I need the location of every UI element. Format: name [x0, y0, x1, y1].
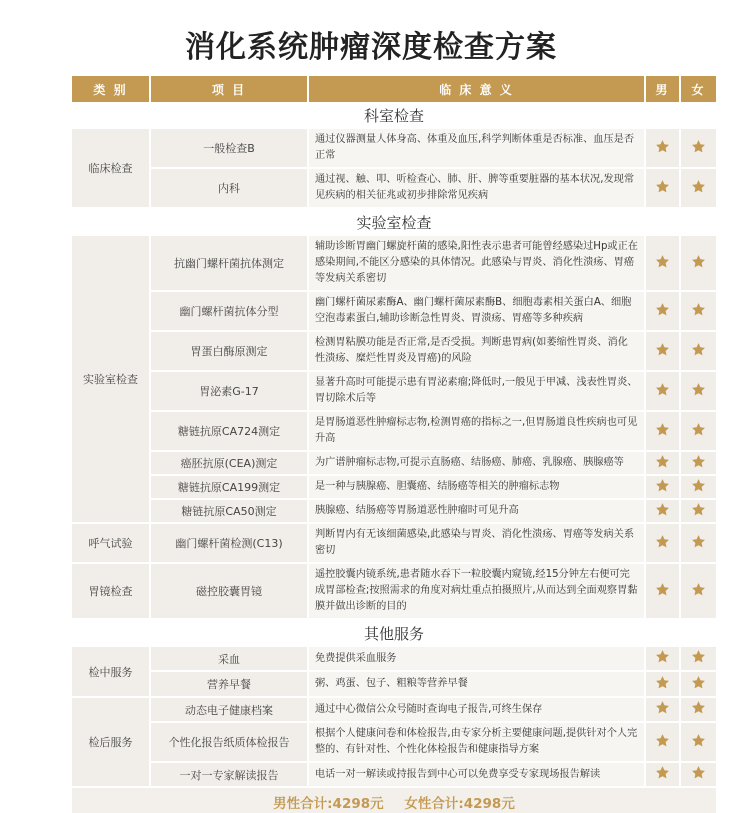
totals-row	[72, 788, 716, 813]
meaning-cell: 是一种与胰腺癌、胆囊癌、结肠癌等相关的肿瘤标志物	[309, 476, 646, 500]
star-icon	[691, 342, 706, 361]
male-applicable-cell	[646, 723, 681, 763]
star-icon	[691, 422, 706, 441]
item-cell: 癌胚抗原(CEA)测定	[151, 452, 309, 476]
female-applicable-cell	[681, 236, 716, 292]
table-row	[72, 372, 716, 412]
meaning-cell: 判断胃内有无该细菌感染,此感染与胃炎、消化性溃疡、胃癌等发病关系密切	[309, 524, 646, 564]
meaning-cell: 幽门螺杆菌尿素酶A、幽门螺杆菌尿素酶B、细胞毒素相关蛋白A、细胞空泡毒素蛋白,辅助诊断急性胃炎、胃溃疡、胃癌等多种疾病	[309, 292, 646, 332]
male-applicable-cell	[646, 476, 681, 500]
male-applicable-cell	[646, 564, 681, 620]
item-cell: 一对一专家解读报告	[151, 763, 309, 788]
meaning-cell: 电话一对一解读或持报告到中心可以免费享受专家现场报告解读	[309, 763, 646, 788]
table-row	[72, 412, 716, 452]
meaning-cell: 胰腺癌、结肠癌等胃肠道恶性肿瘤时可见升高	[309, 500, 646, 524]
item-cell: 磁控胶囊胃镜	[151, 564, 309, 620]
section-header	[72, 209, 716, 236]
star-icon	[655, 139, 670, 158]
item-cell: 采血	[151, 647, 309, 672]
meaning-cell: 是胃肠道恶性肿瘤标志物,检测胃癌的指标之一,但胃肠道良性疾病也可见升高	[309, 412, 646, 452]
item-cell: 胃蛋白酶原测定	[151, 332, 309, 372]
female-applicable-cell	[681, 672, 716, 698]
star-icon	[655, 733, 670, 752]
header-meaning: 临 床 意 义	[309, 76, 646, 102]
female-applicable-cell	[681, 723, 716, 763]
star-icon	[655, 382, 670, 401]
star-icon	[655, 765, 670, 784]
meaning-cell: 通过仪器测量人体身高、体重及血压,科学判断体重是否标准、血压是否正常	[309, 129, 646, 169]
item-cell: 幽门螺杆菌抗体分型	[151, 292, 309, 332]
female-applicable-cell	[681, 564, 716, 620]
male-applicable-cell	[646, 524, 681, 564]
table-row	[72, 698, 716, 723]
header-male: 男	[646, 76, 681, 102]
female-applicable-cell	[681, 372, 716, 412]
meaning-cell: 通过视、触、叩、听检查心、肺、肝、脾等重要脏器的基本状况,发现常见疾病的相关征兆或初步排除常见疾病	[309, 169, 646, 209]
star-icon	[655, 478, 670, 497]
star-icon	[691, 382, 706, 401]
female-applicable-cell	[681, 452, 716, 476]
star-icon	[655, 254, 670, 273]
item-cell: 糖链抗原CA724测定	[151, 412, 309, 452]
star-icon	[655, 675, 670, 694]
totals-cell	[72, 788, 716, 813]
star-icon	[655, 649, 670, 668]
star-icon	[655, 302, 670, 321]
category-cell: 检后服务	[72, 698, 151, 788]
meaning-cell: 检测胃粘膜功能是否正常,是否受损。判断患胃病(如萎缩性胃炎、消化性溃疡、糜烂性胃炎及胃癌)的风险	[309, 332, 646, 372]
star-icon	[655, 502, 670, 521]
table-row	[72, 292, 716, 332]
table-header	[72, 76, 716, 102]
female-applicable-cell	[681, 763, 716, 788]
meaning-cell: 免费提供采血服务	[309, 647, 646, 672]
header-category: 类 别	[72, 76, 151, 102]
star-icon	[655, 422, 670, 441]
item-cell: 幽门螺杆菌检测(C13)	[151, 524, 309, 564]
item-cell: 抗幽门螺杆菌抗体测定	[151, 236, 309, 292]
female-applicable-cell	[681, 476, 716, 500]
table-row	[72, 672, 716, 698]
female-applicable-cell	[681, 412, 716, 452]
table-row	[72, 236, 716, 292]
meaning-cell: 粥、鸡蛋、包子、粗粮等营养早餐	[309, 672, 646, 698]
star-icon	[691, 700, 706, 719]
star-icon	[691, 302, 706, 321]
male-applicable-cell	[646, 500, 681, 524]
item-cell: 个性化报告纸质体检报告	[151, 723, 309, 763]
meaning-cell: 为广谱肿瘤标志物,可提示直肠癌、结肠癌、肺癌、乳腺癌、胰腺癌等	[309, 452, 646, 476]
table-row	[72, 647, 716, 672]
table-row	[72, 500, 716, 524]
male-applicable-cell	[646, 452, 681, 476]
meaning-cell: 遥控胶囊内镜系统,患者随水吞下一粒胶囊内窥镜,经15分钟左右便可完成胃部检查;按照需求的角度对病灶重点拍摄照片,从而达到全面观察胃黏膜并做出诊断的目的	[309, 564, 646, 620]
item-cell: 糖链抗原CA50测定	[151, 500, 309, 524]
star-icon	[691, 478, 706, 497]
male-total: 男性合计:4298元	[273, 796, 384, 812]
star-icon	[655, 534, 670, 553]
female-applicable-cell	[681, 129, 716, 169]
male-applicable-cell	[646, 332, 681, 372]
star-icon	[655, 454, 670, 473]
meaning-cell: 根据个人健康问卷和体检报告,由专家分析主要健康问题,提供针对个人完整的、有针对性、个性化体检报告和健康指导方案	[309, 723, 646, 763]
male-applicable-cell	[646, 169, 681, 209]
item-cell: 糖链抗原CA199测定	[151, 476, 309, 500]
male-applicable-cell	[646, 672, 681, 698]
female-applicable-cell	[681, 169, 716, 209]
page-title: 消化系统肿瘤深度检查方案	[185, 30, 557, 65]
header-female: 女	[681, 76, 716, 102]
table-row	[72, 129, 716, 169]
table-body	[72, 102, 716, 788]
star-icon	[691, 179, 706, 198]
meaning-cell: 显著升高时可能提示患有胃泌素瘤;降低时,一般见于甲减、浅表性胃炎、胃切除术后等	[309, 372, 646, 412]
star-icon	[691, 649, 706, 668]
item-cell: 内科	[151, 169, 309, 209]
table-row	[72, 476, 716, 500]
star-icon	[655, 179, 670, 198]
meaning-cell: 通过中心微信公众号随时查询电子报告,可终生保存	[309, 698, 646, 723]
table-row	[72, 524, 716, 564]
male-applicable-cell	[646, 647, 681, 672]
male-applicable-cell	[646, 292, 681, 332]
table-row	[72, 452, 716, 476]
category-cell: 呼气试验	[72, 524, 151, 564]
female-applicable-cell	[681, 698, 716, 723]
star-icon	[691, 254, 706, 273]
star-icon	[691, 675, 706, 694]
category-cell: 临床检查	[72, 129, 151, 209]
star-icon	[691, 502, 706, 521]
category-cell: 实验室检查	[72, 236, 151, 524]
item-cell: 胃泌素G-17	[151, 372, 309, 412]
table-row	[72, 763, 716, 788]
item-cell: 动态电子健康档案	[151, 698, 309, 723]
item-cell: 一般检查B	[151, 129, 309, 169]
female-applicable-cell	[681, 500, 716, 524]
table-row	[72, 332, 716, 372]
star-icon	[691, 582, 706, 601]
table-row	[72, 169, 716, 209]
female-total: 女性合计:4298元	[404, 796, 515, 812]
section-header	[72, 102, 716, 129]
exam-table	[72, 76, 716, 813]
section-title: 实验室检查	[72, 209, 716, 236]
star-icon	[691, 454, 706, 473]
star-icon	[655, 700, 670, 719]
star-icon	[655, 582, 670, 601]
male-applicable-cell	[646, 763, 681, 788]
star-icon	[691, 733, 706, 752]
meaning-cell: 辅助诊断胃幽门螺旋杆菌的感染,阳性表示患者可能曾经感染过Hp或正在感染期间,不能区分感染的具体情况。此感染与胃炎、消化性溃疡、胃癌等发病关系密切	[309, 236, 646, 292]
star-icon	[655, 342, 670, 361]
item-cell: 营养早餐	[151, 672, 309, 698]
female-applicable-cell	[681, 524, 716, 564]
section-title: 科室检查	[72, 102, 716, 129]
header-item: 项 目	[151, 76, 309, 102]
category-cell: 检中服务	[72, 647, 151, 698]
male-applicable-cell	[646, 412, 681, 452]
male-applicable-cell	[646, 236, 681, 292]
male-applicable-cell	[646, 129, 681, 169]
section-title: 其他服务	[72, 620, 716, 647]
female-applicable-cell	[681, 292, 716, 332]
category-cell: 胃镜检查	[72, 564, 151, 620]
table-row	[72, 564, 716, 620]
female-applicable-cell	[681, 647, 716, 672]
star-icon	[691, 534, 706, 553]
male-applicable-cell	[646, 698, 681, 723]
male-applicable-cell	[646, 372, 681, 412]
section-header	[72, 620, 716, 647]
female-applicable-cell	[681, 332, 716, 372]
table-row	[72, 723, 716, 763]
star-icon	[691, 765, 706, 784]
star-icon	[691, 139, 706, 158]
